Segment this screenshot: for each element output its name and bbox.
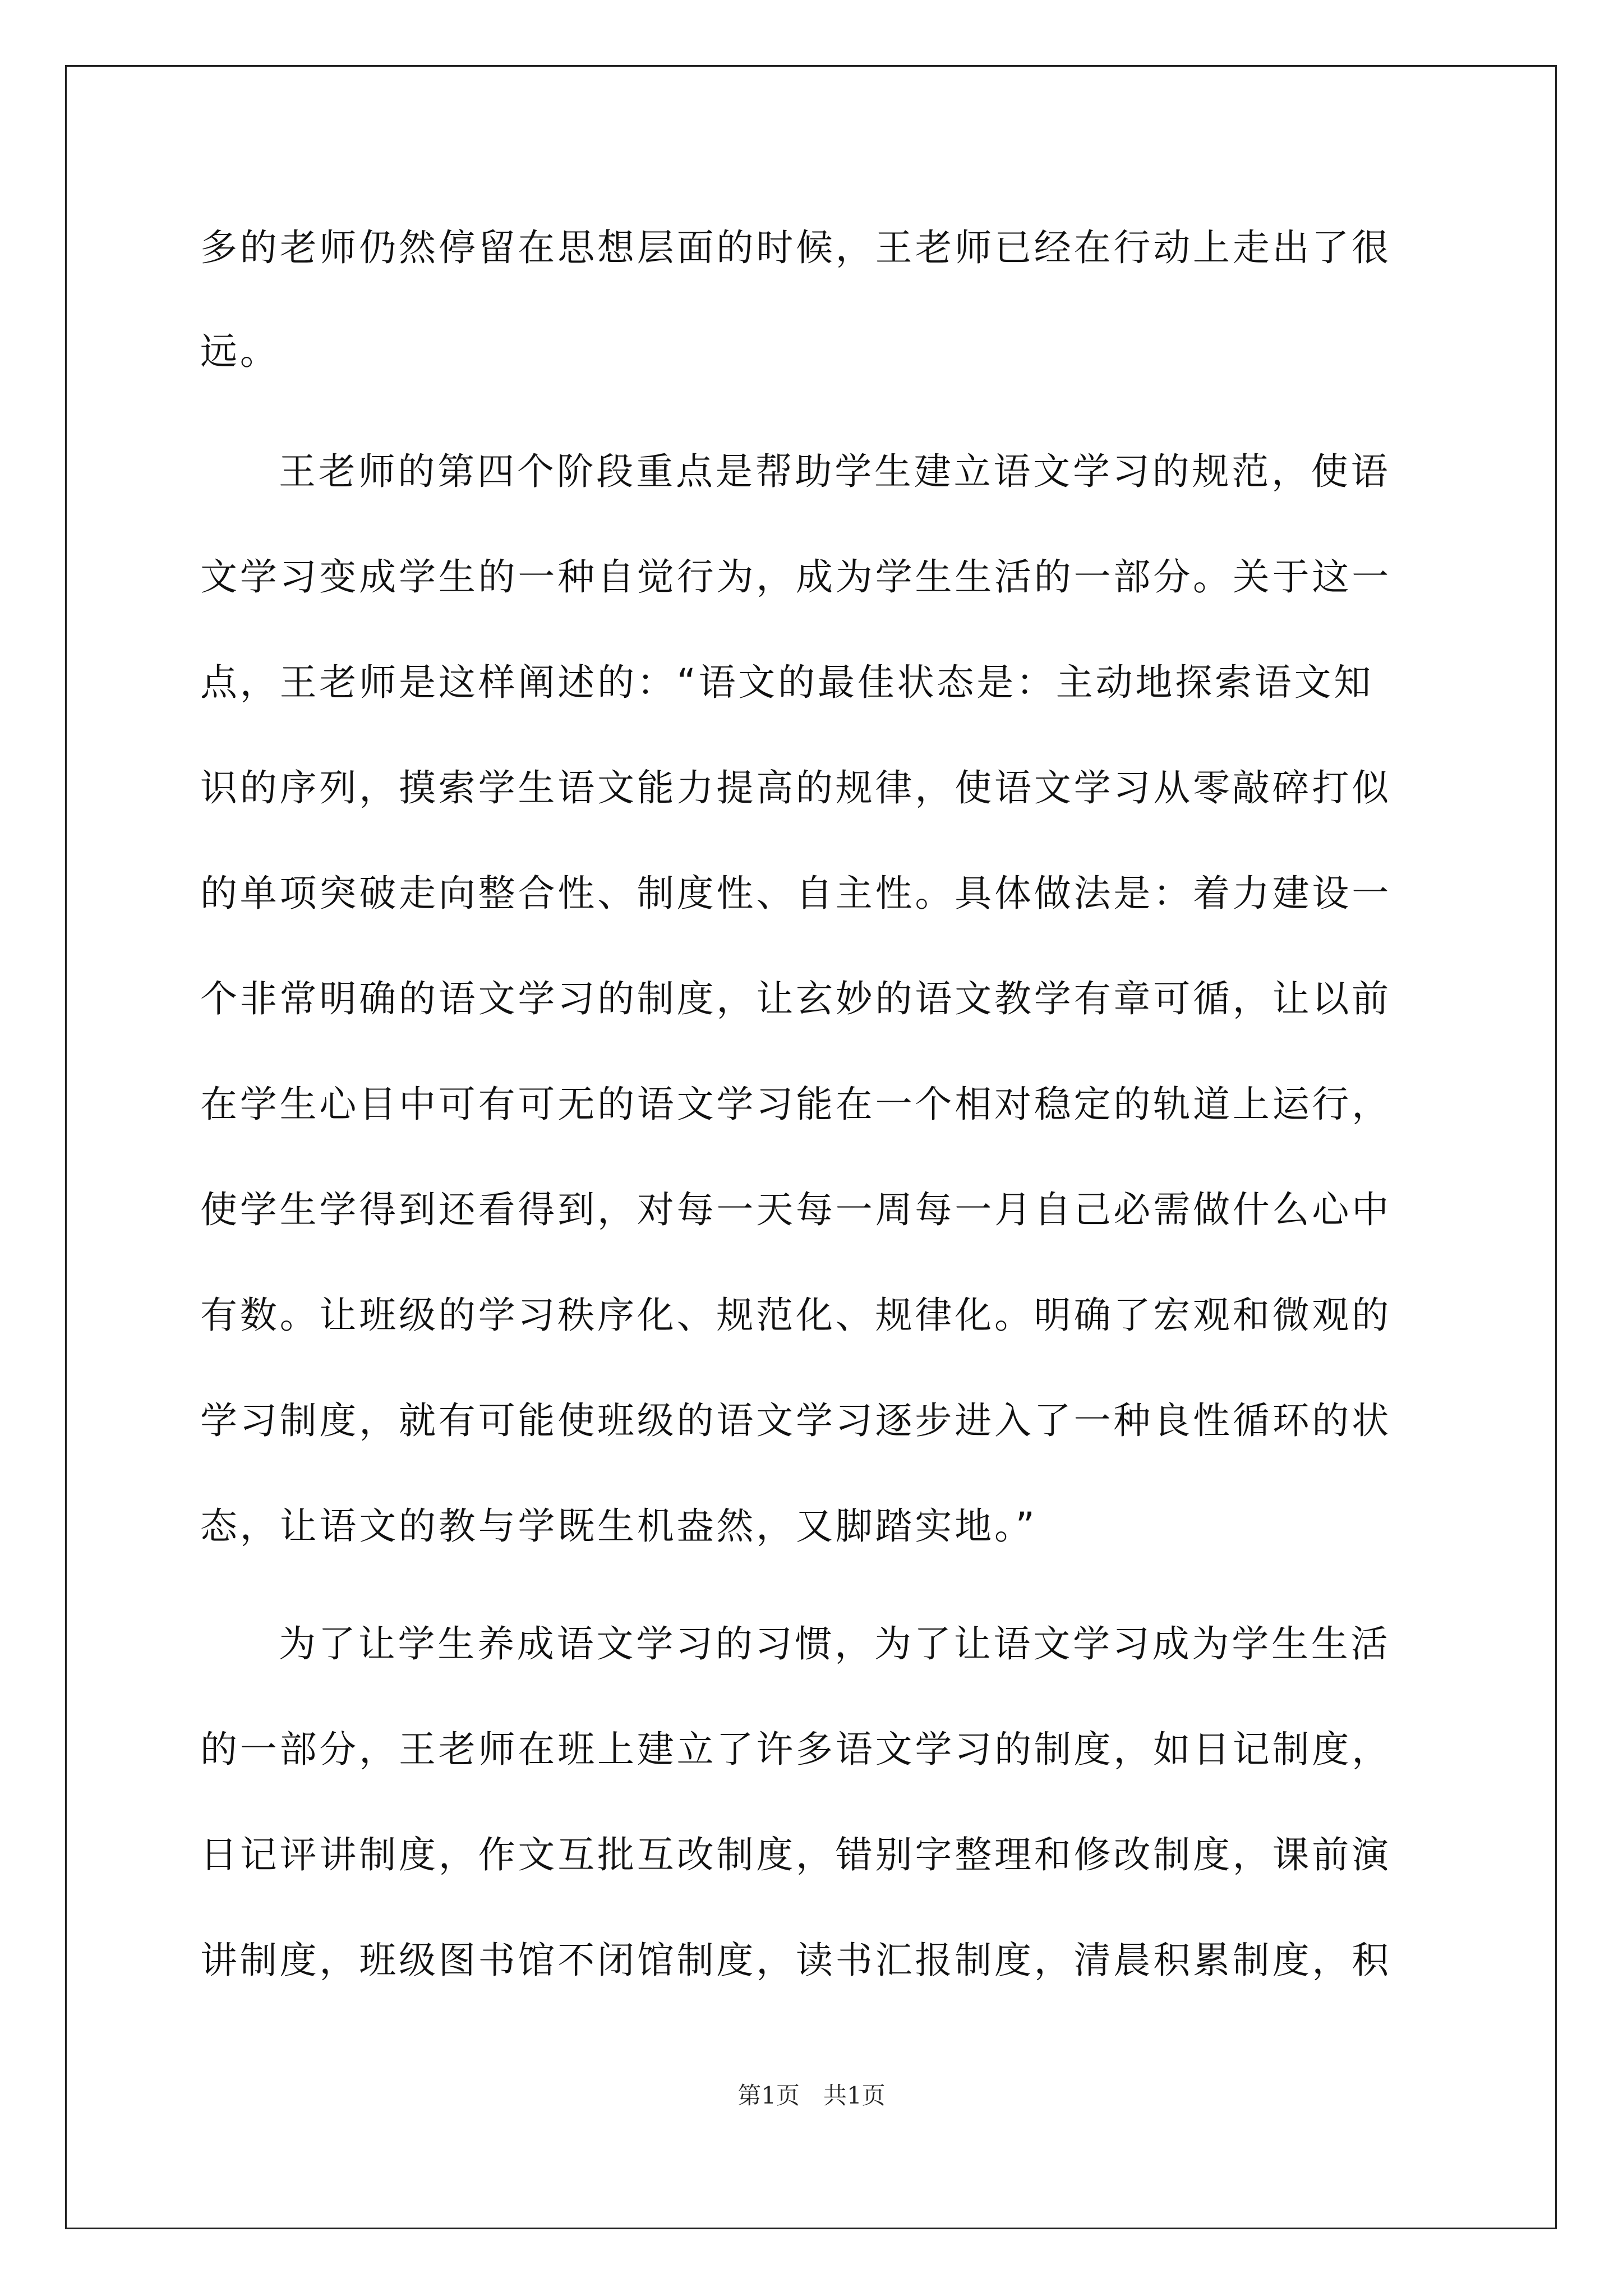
text-line: 的单项突破走向整合性、制度性、自主性。具体做法是：着力建设一 — [200, 872, 1391, 915]
paragraph-first-line: 为了让学生养成语文学习的习惯，为了让语文学习成为学生生活 — [279, 1622, 1391, 1665]
text-line: 远。 — [200, 330, 280, 373]
text-line: 日记评讲制度，作文互批互改制度，错别字整理和修改制度，课前演 — [200, 1833, 1391, 1876]
text-line: 态，让语文的教与学既生机盎然，又脚踏实地。” — [200, 1504, 1038, 1548]
text-line: 学习制度，就有可能使班级的语文学习逐步进入了一种良性循环的状 — [200, 1399, 1391, 1442]
text-line: 文学习变成学生的一种自觉行为，成为学生生活的一部分。关于这一 — [200, 555, 1391, 599]
text-line: 识的序列，摸索学生语文能力提高的规律，使语文学习从零敲碎打似 — [200, 766, 1391, 809]
text-line: 的一部分，王老师在班上建立了许多语文学习的制度，如日记制度， — [200, 1728, 1391, 1771]
text-line: 使学生学得到还看得到，对每一天每一周每一月自己必需做什么心中 — [200, 1188, 1391, 1231]
page-number-footer: 第1页 共1页 — [737, 2082, 886, 2109]
text-line: 多的老师仍然停留在思想层面的时候，王老师已经在行动上走出了很 — [200, 226, 1391, 269]
text-line: 点，王老师是这样阐述的：“语文的最佳状态是：主动地探索语文知 — [200, 661, 1374, 704]
text-line: 在学生心目中可有可无的语文学习能在一个相对稳定的轨道上运行， — [200, 1083, 1391, 1126]
text-line: 讲制度，班级图书馆不闭馆制度，读书汇报制度，清晨积累制度，积 — [200, 1939, 1391, 1982]
text-line: 有数。让班级的学习秩序化、规范化、规律化。明确了宏观和微观的 — [200, 1294, 1391, 1337]
text-line: 个非常明确的语文学习的制度，让玄妙的语文教学有章可循，让以前 — [200, 977, 1391, 1020]
page-border — [65, 65, 1557, 2229]
paragraph-first-line: 王老师的第四个阶段重点是帮助学生建立语文学习的规范，使语 — [279, 450, 1391, 493]
